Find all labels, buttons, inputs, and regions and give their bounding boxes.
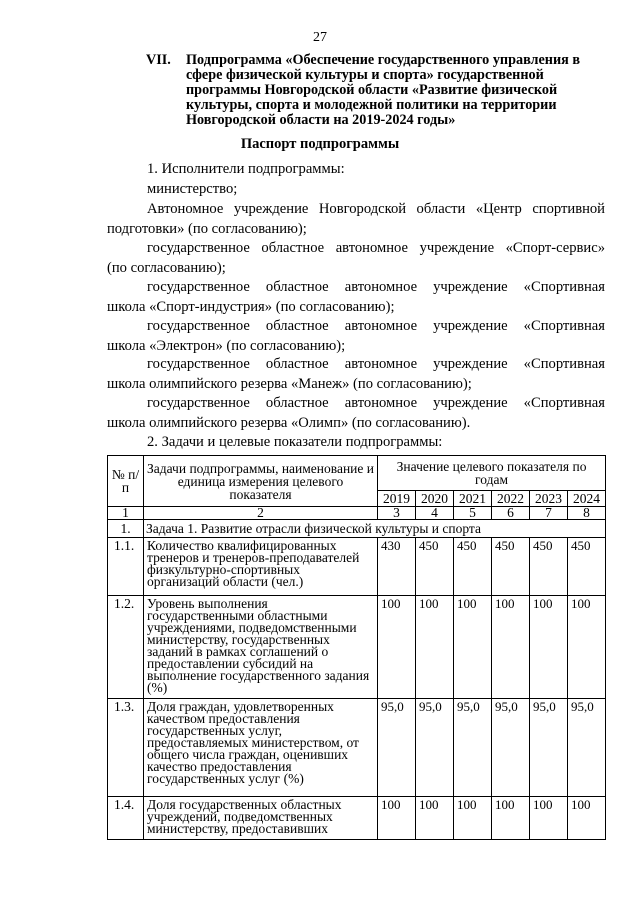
year-header: 2020	[416, 491, 454, 507]
row-value: 100	[568, 797, 606, 840]
row-value: 100	[530, 797, 568, 840]
row-value: 450	[530, 538, 568, 596]
column-number: 3	[378, 507, 416, 520]
column-number: 8	[568, 507, 606, 520]
task-number: 1.	[108, 520, 144, 538]
row-value: 450	[454, 538, 492, 596]
col-num-header: № п/п	[108, 456, 144, 507]
row-value: 95,0	[416, 699, 454, 797]
year-header: 2019	[378, 491, 416, 507]
row-number: 1.1.	[108, 538, 144, 596]
row-number: 1.3.	[108, 699, 144, 797]
row-value: 100	[568, 596, 606, 699]
col-task-header: Задачи подпрограммы, наименование и единица измерения целевого показателя	[144, 456, 378, 507]
row-number: 1.2.	[108, 596, 144, 699]
row-value: 95,0	[492, 699, 530, 797]
table-row	[108, 699, 606, 797]
task-title: Задача 1. Развитие отрасли физической культуры и спорта	[144, 520, 606, 538]
row-value: 450	[492, 538, 530, 596]
executor-item: государственное областное автономное учреждение «Спортивная школа олимпийского резерва «Олимп» (по согласованию).	[107, 395, 605, 431]
row-description: Уровень выполнения государственными областными учреждениями, подведомственными министерству, государственных заданий в рамках соглашений о предоставлении субсидий на выполнение государственного задания (%)	[144, 596, 378, 699]
column-number: 7	[530, 507, 568, 520]
section-number: VII.	[146, 52, 171, 68]
row-value: 100	[492, 797, 530, 840]
row-description: Доля граждан, удовлетворенных качеством предоставления государственных услуг, предоставляемых министерством, от общего числа граждан, оценивших качество предоставления государственных услуг (%)	[144, 699, 378, 797]
column-number-row	[108, 507, 606, 520]
column-number: 5	[454, 507, 492, 520]
row-value: 100	[530, 596, 568, 699]
year-header: 2022	[492, 491, 530, 507]
section-heading	[146, 53, 606, 128]
row-value: 100	[454, 797, 492, 840]
row-description: Количество квалифицированных тренеров и тренеров-преподавателей физкультурно-спортивных организаций области (чел.)	[144, 538, 378, 596]
row-value: 95,0	[378, 699, 416, 797]
row-value: 95,0	[568, 699, 606, 797]
column-number: 6	[492, 507, 530, 520]
row-number: 1.4.	[108, 797, 144, 840]
executor-item: государственное областное автономное учреждение «Спортивная школа олимпийского резерва «Манеж» (по согласованию);	[107, 356, 605, 392]
row-value: 100	[492, 596, 530, 699]
column-number: 2	[144, 507, 378, 520]
year-header: 2024	[568, 491, 606, 507]
section-title: Подпрограмма «Обеспечение государственного управления в сфере физической культуры и спорта» государственной программы Новгородской области «Развитие физической культуры, спорта и молодежной политики на территории Новгородской области на 2019-2024 годы»	[186, 52, 581, 128]
table-row	[108, 596, 606, 699]
executor-item: государственное областное автономное учреждение «Спортивная школа «Спорт-индустрия» (по согласованию);	[107, 279, 605, 315]
tasks-heading: 2. Задачи и целевые показатели подпрограммы:	[147, 434, 443, 450]
row-value: 450	[568, 538, 606, 596]
row-value: 100	[378, 797, 416, 840]
row-value: 95,0	[530, 699, 568, 797]
row-value: 95,0	[454, 699, 492, 797]
executor-item: государственное областное автономное учреждение «Спорт-сервис» (по согласованию);	[107, 240, 605, 276]
targets-table	[107, 455, 606, 840]
column-number: 4	[416, 507, 454, 520]
row-value: 100	[416, 596, 454, 699]
row-value: 100	[416, 797, 454, 840]
row-description: Доля государственных областных учреждений, подведомственных министерству, предоставивших	[144, 797, 378, 840]
row-value: 450	[416, 538, 454, 596]
passport-title: Паспорт подпрограммы	[240, 136, 400, 152]
executors-heading: 1. Исполнители подпрограммы:	[147, 161, 345, 177]
row-value: 100	[454, 596, 492, 699]
executor-item: Автономное учреждение Новгородской области «Центр спортивной подготовки» (по согласованию);	[107, 201, 605, 237]
executor-item: министерство;	[147, 181, 238, 197]
task-row	[108, 520, 606, 538]
executor-item: государственное областное автономное учреждение «Спортивная школа «Электрон» (по согласованию);	[107, 318, 605, 354]
row-value: 100	[378, 596, 416, 699]
year-header: 2021	[454, 491, 492, 507]
row-value: 430	[378, 538, 416, 596]
year-header: 2023	[530, 491, 568, 507]
column-number: 1	[108, 507, 144, 520]
col-value-header: Значение целевого показателя по годам	[378, 456, 606, 491]
page-number: 27	[313, 30, 327, 45]
table-row	[108, 797, 606, 840]
table-row	[108, 538, 606, 596]
